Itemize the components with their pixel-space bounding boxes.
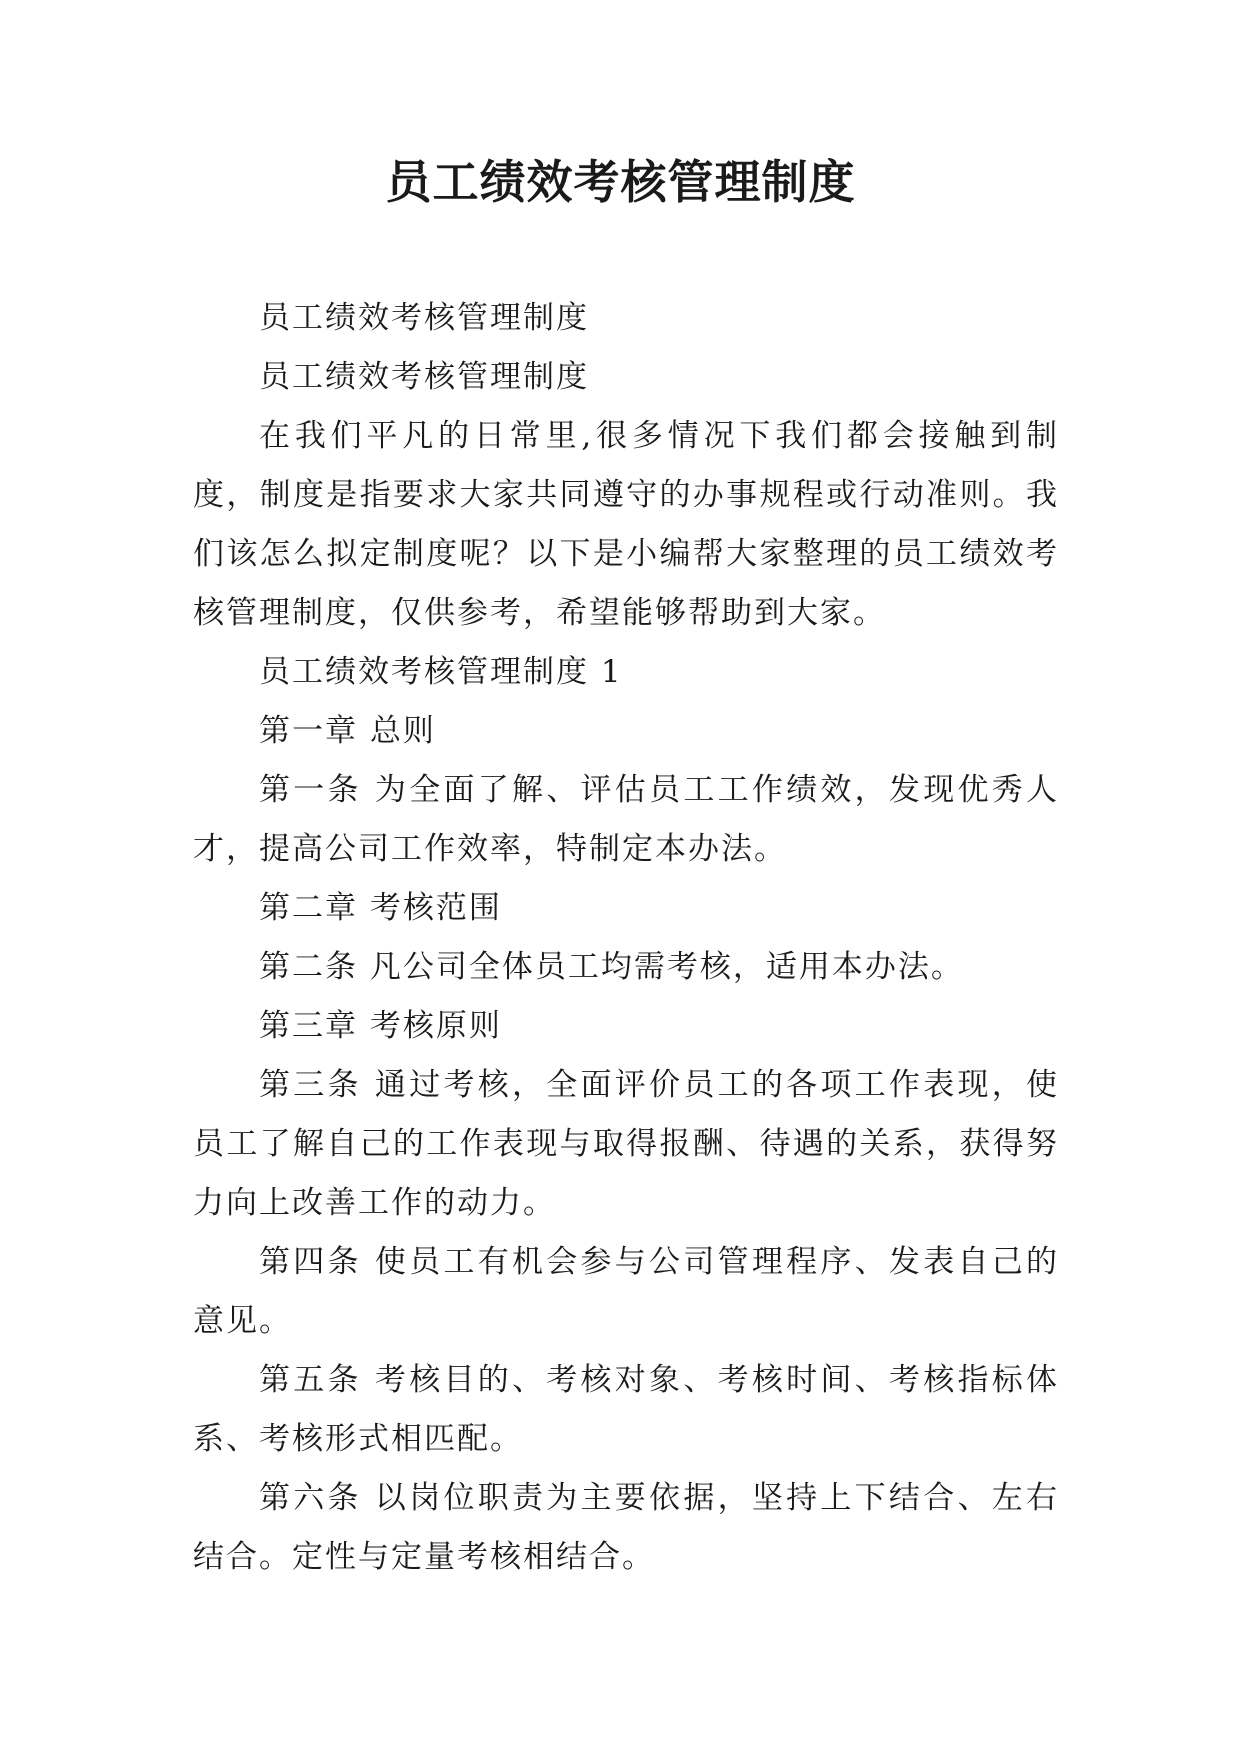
- document-body: [193, 289, 1059, 1587]
- article-5: 第五条 考核目的、考核对象、考核时间、考核指标体系、考核形式相匹配。: [193, 1362, 1059, 1457]
- chapter-3-heading: 第三章 考核原则: [259, 1008, 502, 1044]
- paragraph-subtitle-2: 员工绩效考核管理制度: [259, 359, 589, 395]
- article-3: 第三条 通过考核，全面评价员工的各项工作表现，使员工了解自己的工作表现与取得报酬、待遇的关系，获得努力向上改善工作的动力。: [193, 1067, 1059, 1221]
- article-6: 第六条 以岗位职责为主要依据，坚持上下结合、左右结合。定性与定量考核相结合。: [193, 1480, 1059, 1575]
- article-2: 第二条 凡公司全体员工均需考核，适用本办法。: [259, 949, 964, 985]
- article-4: 第四条 使员工有机会参与公司管理程序、发表自己的意见。: [193, 1244, 1059, 1339]
- chapter-1-heading: 第一章 总则: [259, 713, 436, 749]
- paragraph-section-heading: 员工绩效考核管理制度 1: [259, 654, 623, 690]
- paragraph-subtitle-1: 员工绩效考核管理制度: [259, 300, 589, 336]
- chapter-2-heading: 第二章 考核范围: [259, 890, 502, 926]
- document-title: 员工绩效考核管理制度: [385, 155, 856, 209]
- paragraph-intro: 在我们平凡的日常里,很多情况下我们都会接触到制度，制度是指要求大家共同遵守的办事规程或行动准则。我们该怎么拟定制度呢？以下是小编帮大家整理的员工绩效考核管理制度，仅供参考，希望能够帮助到大家。: [193, 418, 1059, 631]
- article-1: 第一条 为全面了解、评估员工工作绩效，发现优秀人才，提高公司工作效率，特制定本办法。: [193, 772, 1059, 867]
